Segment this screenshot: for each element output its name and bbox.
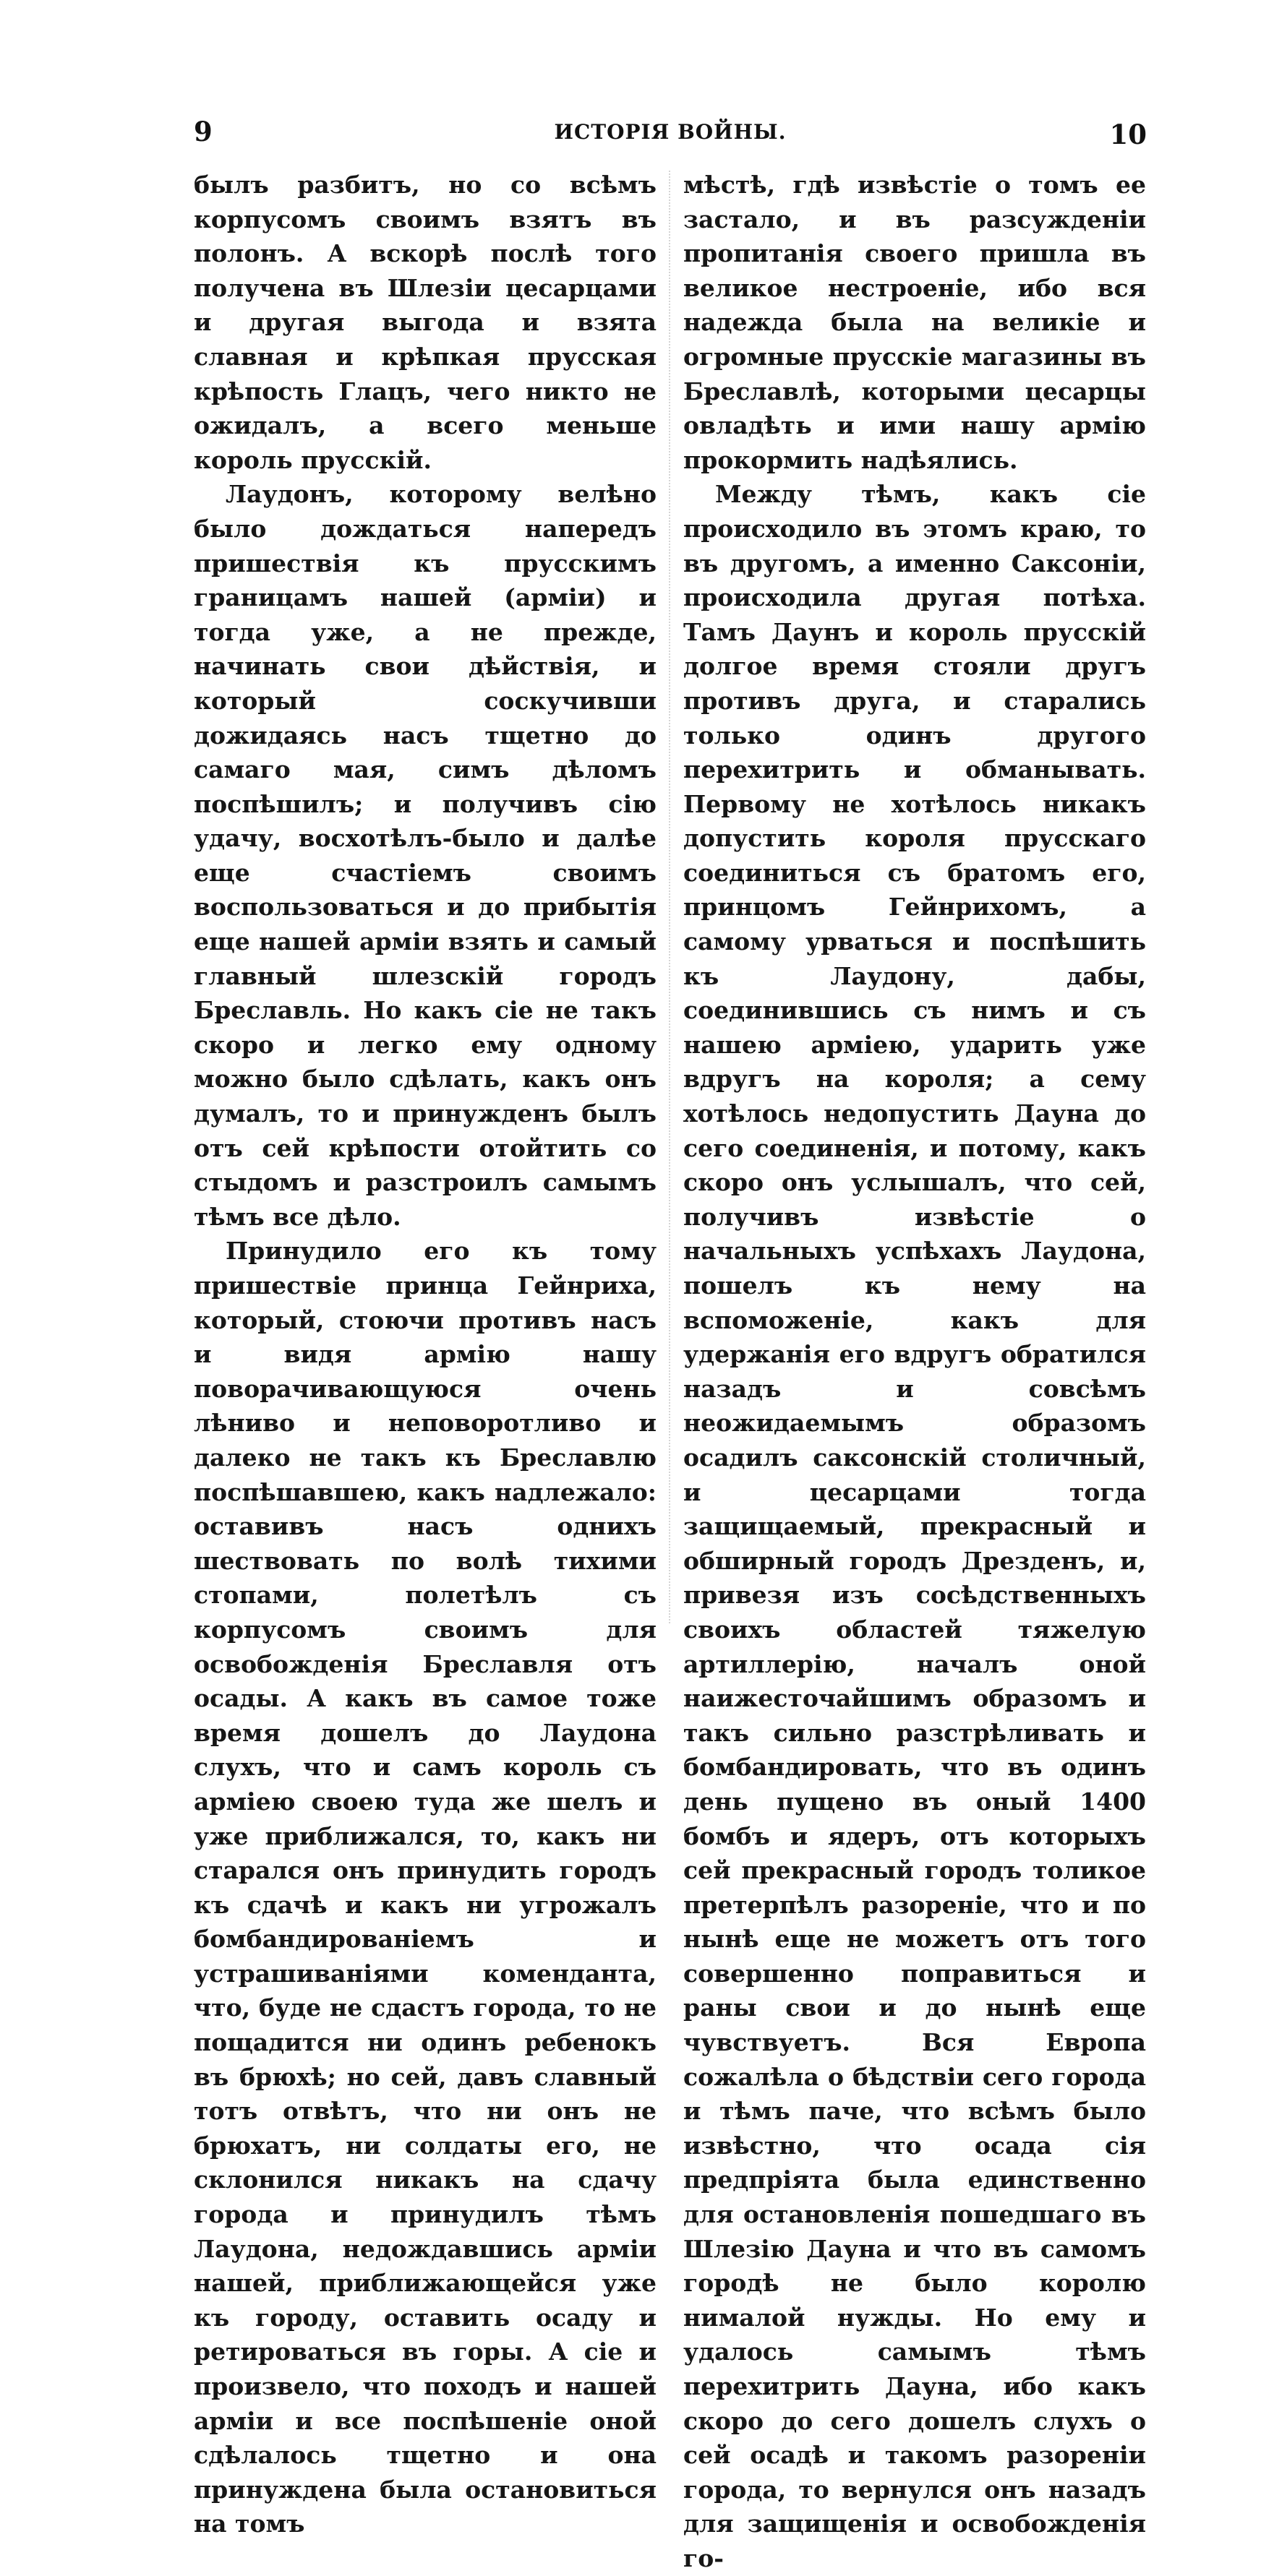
page-number-left: 9 <box>194 116 213 147</box>
paragraph: былъ разбитъ, но со всѣмъ корпусомъ своимъ взятъ въ полонъ. А вскорѣ послѣ того получена въ Шлезіи цесарцами и другая выгода и взята славная и крѣпкая прусская крѣпость Глацъ, чего никто не ожидалъ, а всего меньше король прусскій. <box>194 171 657 474</box>
paragraph: Между тѣмъ, какъ сіе происходило въ этомъ краю, то въ другомъ, а именно Саксоніи, происходила другая потѣха. Тамъ Даунъ и король прусскій долгое время стояли другъ противъ друга, и старались только одинъ другого перехитрить и обманывать. Первому не хотѣлось никакъ допустить короля прусскаго соединиться съ братомъ его, принцомъ Гейнрихомъ, а самому урваться и поспѣшить къ Лаудону, дабы, соединившись съ нимъ и съ нашею арміею, ударить уже вдругъ на короля; а сему хотѣлось недопустить Дауна до сего соединенія, и потому, какъ скоро онъ услышалъ, что сей, получивъ извѣстіе о начальныхъ успѣхахъ Лаудона, пошелъ къ нему на вспоможеніе, какъ для удержанія его вдругъ обратился назадъ и совсѣмъ неожидаемымъ образомъ осадилъ саксонскій столичный, и цесарцами тогда защищаемый, прекрасный и обширный городъ Дрезденъ, и, привезя изъ сосѣдственныхъ своихъ областей тяжелую артиллерію, началъ оной наижесточайшимъ образомъ и такъ сильно разстрѣливать и бомбандировать, что въ одинъ день пущено въ оный 1400 бомбъ и ядеръ, отъ которыхъ сей прекрасный городъ толикое претерпѣлъ разореніе, что и по нынѣ еще не можетъ отъ того совершенно поправиться и раны свои и до нынѣ еще чувствуетъ. Вся Европа сожалѣла о бѣдствіи сего города и тѣмъ паче, что всѣмъ было извѣстно, что осада сія предпріята была единственно для остановленія пошедшаго въ Шлезію Дауна и что въ самомъ городѣ не было королю нималой нужды. Но ему и удалось самымъ тѣмъ перехитрить Дауна, ибо какъ скоро до сего дошелъ слухъ о сей осадѣ и такомъ разореніи города, то вернулся онъ назадъ для защищенія и освобожденія го- <box>683 480 1146 2572</box>
paragraph: Лаудонъ, которому велѣно было дождаться напередъ пришествія къ прусскимъ границамъ нашей (арміи) и тогда уже, а не прежде, начинать свои дѣйствія, и который соскучивши дожидаясь насъ тщетно до самаго мая, симъ дѣломъ поспѣшилъ; и получивъ сію удачу, восхотѣлъ-было и далѣе еще счастіемъ своимъ воспользоваться и до прибытія еще нашей арміи взять и самый главный шлезскій городъ Бреславль. Но какъ сіе не такъ скоро и легко ему одному можно было сдѣлать, какъ онъ думалъ, то и принужденъ былъ отъ сей крѣпости отойтить со стыдомъ и разстроилъ самымъ тѣмъ все дѣло. <box>194 480 657 1231</box>
left-column <box>194 168 657 2541</box>
right-column <box>683 168 1146 2576</box>
page-header <box>194 116 1147 159</box>
page-number-right: 10 <box>1109 119 1147 150</box>
paragraph: Принудило его къ тому пришествіе принца Гейнриха, который, стоючи противъ насъ и видя армію нашу поворачивающуюся очень лѣниво и неповоротливо и далеко не такъ къ Бреславлю поспѣшавшею, какъ надлежало: оставивъ насъ однихъ шествовать по волѣ тихими стопами, полетѣлъ съ корпусомъ своимъ для освобожденія Бреславля отъ осады. А какъ въ самое тоже время дошелъ до Лаудона слухъ, что и самъ король съ арміею своею туда же шелъ и уже приближался, то, какъ ни старался онъ принудить городъ къ сдачѣ и какъ ни угрожалъ бомбандированіемъ и устрашиваніями коменданта, что, буде не сдастъ города, то не пощадится ни одинъ ребенокъ въ брюхѣ; но сей, давъ славный тотъ отвѣтъ, что ни онъ не брюхатъ, ни солдаты его, не склонился никакъ на сдачу города и принудилъ тѣмъ Лаудона, недождавшись арміи нашей, приближающейся уже къ городу, оставить осаду и ретироваться въ горы. А сіе и произвело, что походъ и нашей арміи и все поспѣшеніе оной сдѣлалось тщетно и она принуждена была остановиться на томъ <box>194 1237 657 2538</box>
column-divider <box>669 171 671 1623</box>
paragraph: мѣстѣ, гдѣ извѣстіе о томъ ее застало, и въ разсужденіи пропитанія своего пришла въ великое нестроеніе, ибо вся надежда была на великіе и огромные прусскіе магазины въ Бреславлѣ, которыми цесарцы овладѣть и ими нашу армію прокормить надѣялись. <box>683 171 1146 474</box>
running-title: ИСТОРІЯ ВОЙНЫ. <box>554 120 787 144</box>
